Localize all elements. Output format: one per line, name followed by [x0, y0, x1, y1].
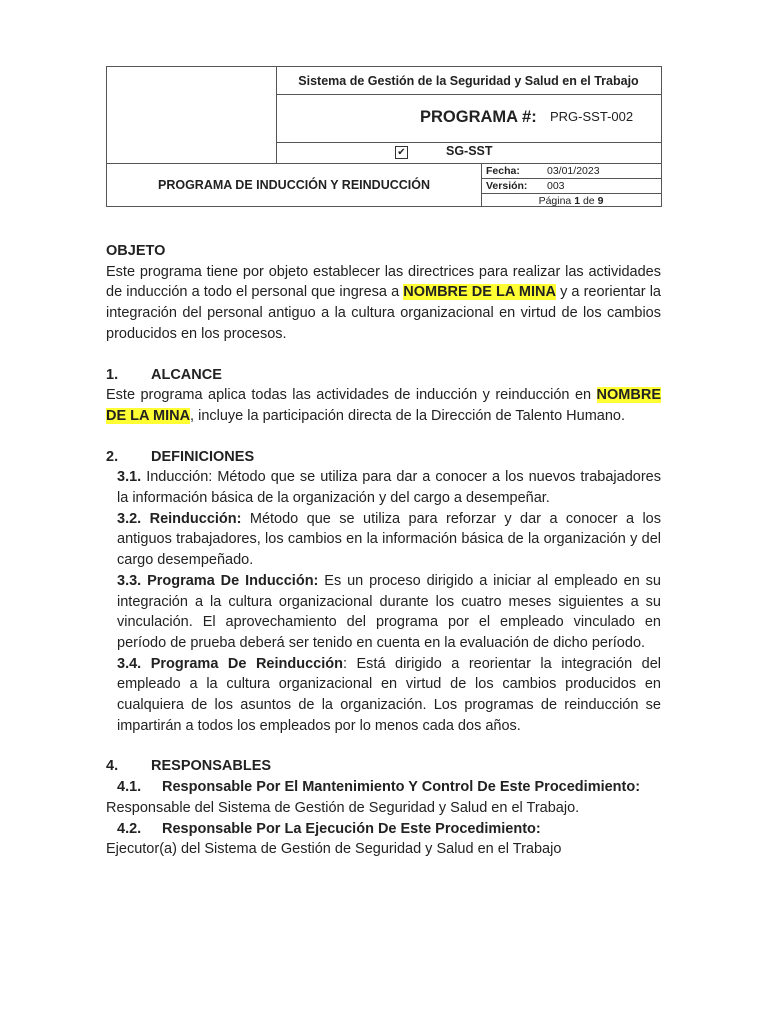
document-title: PROGRAMA DE INDUCCIÓN Y REINDUCCIÓN — [107, 164, 482, 206]
definition-item — [106, 467, 661, 508]
system-name: Sistema de Gestión de la Seguridad y Salud en el Trabajo — [276, 67, 661, 95]
definition-item — [106, 509, 661, 571]
responsable-title-text: Responsable Por La Ejecución De Este Procedimiento: — [162, 820, 541, 837]
page-current: 1 — [574, 195, 581, 207]
section-title: ALCANCE — [151, 366, 222, 383]
section-number: 1. — [106, 366, 119, 383]
sg-label: SG-SST — [446, 144, 493, 158]
definition-text: Es un proceso dirigido a iniciar al empleado en su integración a la cultura organizacional durante los cuatro meses siguientes a su vinculación. El aprovechamiento del programa por el empleado vinculado en período de prueba deberá ser tenido en cuenta en la evaluación de dicho período. — [117, 572, 661, 651]
program-code: PRG-SST-002 — [550, 109, 634, 124]
section-number: 4. — [106, 758, 119, 775]
responsable-title — [106, 819, 661, 840]
section-heading-alcance — [106, 365, 661, 386]
responsable-number: 4.2. — [117, 820, 142, 837]
responsable-title-text: Responsable Por El Mantenimiento Y Control De Este Procedimiento: — [162, 779, 641, 796]
objeto-paragraph — [106, 262, 661, 345]
section-heading-objeto: OBJETO — [106, 243, 166, 259]
objeto-text-2: y a reorientar la integración del personal antiguo a la cultura organizacional en virtud de los cambios producidos en los procesos. — [106, 284, 662, 342]
section-title: RESPONSABLES — [151, 758, 272, 775]
section-number: 2. — [106, 448, 119, 465]
definition-number: 3.2. — [117, 510, 142, 527]
definition-term: Programa De Inducción: — [141, 572, 319, 589]
responsable-text: Responsable del Sistema de Gestión de Seguridad y Salud en el Trabajo. — [106, 799, 580, 816]
page-indicator — [481, 194, 661, 208]
responsable-text: Ejecutor(a) del Sistema de Gestión de Seguridad y Salud en el Trabajo — [106, 841, 562, 858]
definition-term: Reinducción: — [141, 510, 242, 527]
definition-text: Inducción: Método que se utiliza para dar a conocer a los nuevos trabajadores la información básica de la organización y del cargo a desempeñar. — [117, 469, 661, 507]
definition-text: : Está dirigido a reorientar la integración del empleado a la cultura organizacional en virtud de los cambios producidos en cualquiera de los asuntos de la organización. Los programas de reinducción se impartirán a todos los empleados por lo menos cada dos años. — [117, 655, 661, 734]
version-row — [481, 179, 661, 194]
fecha-label: Fecha: — [486, 165, 520, 177]
program-label: PROGRAMA #: — [420, 108, 537, 126]
definition-number: 3.1. — [117, 469, 142, 486]
fecha-value: 03/01/2023 — [547, 165, 600, 177]
definition-number: 3.3. — [117, 572, 142, 589]
alcance-text-1: Este programa aplica todas las actividades de inducción y reinducción en — [106, 387, 597, 404]
page-sep: de — [580, 195, 598, 207]
version-label: Versión: — [486, 180, 528, 192]
page-prefix: Página — [538, 195, 575, 207]
definition-item — [106, 571, 661, 654]
checkbox-icon: ✔ — [395, 146, 408, 159]
document-header — [106, 66, 662, 207]
sg-row — [276, 142, 661, 163]
objeto-text-1: Este programa tiene por objeto establecer las directrices para realizar las actividades de inducción a todo el personal que ingresa a — [106, 263, 661, 301]
definition-number: 3.4. — [117, 655, 142, 672]
mine-name-highlight: NOMBRE DE LA MINA — [106, 387, 661, 424]
document-body — [106, 241, 661, 860]
fecha-row — [481, 164, 661, 179]
responsable-number: 4.1. — [117, 779, 142, 796]
page-total: 9 — [597, 195, 604, 207]
section-heading-definiciones — [106, 447, 661, 468]
responsable-title — [106, 777, 661, 798]
section-heading-responsables — [106, 756, 661, 777]
logo-cell — [107, 67, 277, 163]
definition-item — [106, 654, 661, 737]
alcance-text-2: , incluye la participación directa de la Dirección de Talento Humano. — [190, 407, 626, 424]
alcance-paragraph — [106, 385, 661, 426]
section-title: DEFINICIONES — [151, 448, 255, 465]
mine-name-highlight: NOMBRE DE LA MINA — [403, 284, 556, 301]
header-bottom-row — [107, 163, 661, 206]
definition-text: Método que se utiliza para reforzar y dar a conocer a los antiguos trabajadores, los cambios en la información básica de la organización y del cargo desempeñado. — [117, 510, 661, 569]
definition-term: Programa De Reinducción — [141, 655, 343, 672]
program-row — [276, 94, 661, 143]
version-value: 003 — [547, 180, 565, 192]
